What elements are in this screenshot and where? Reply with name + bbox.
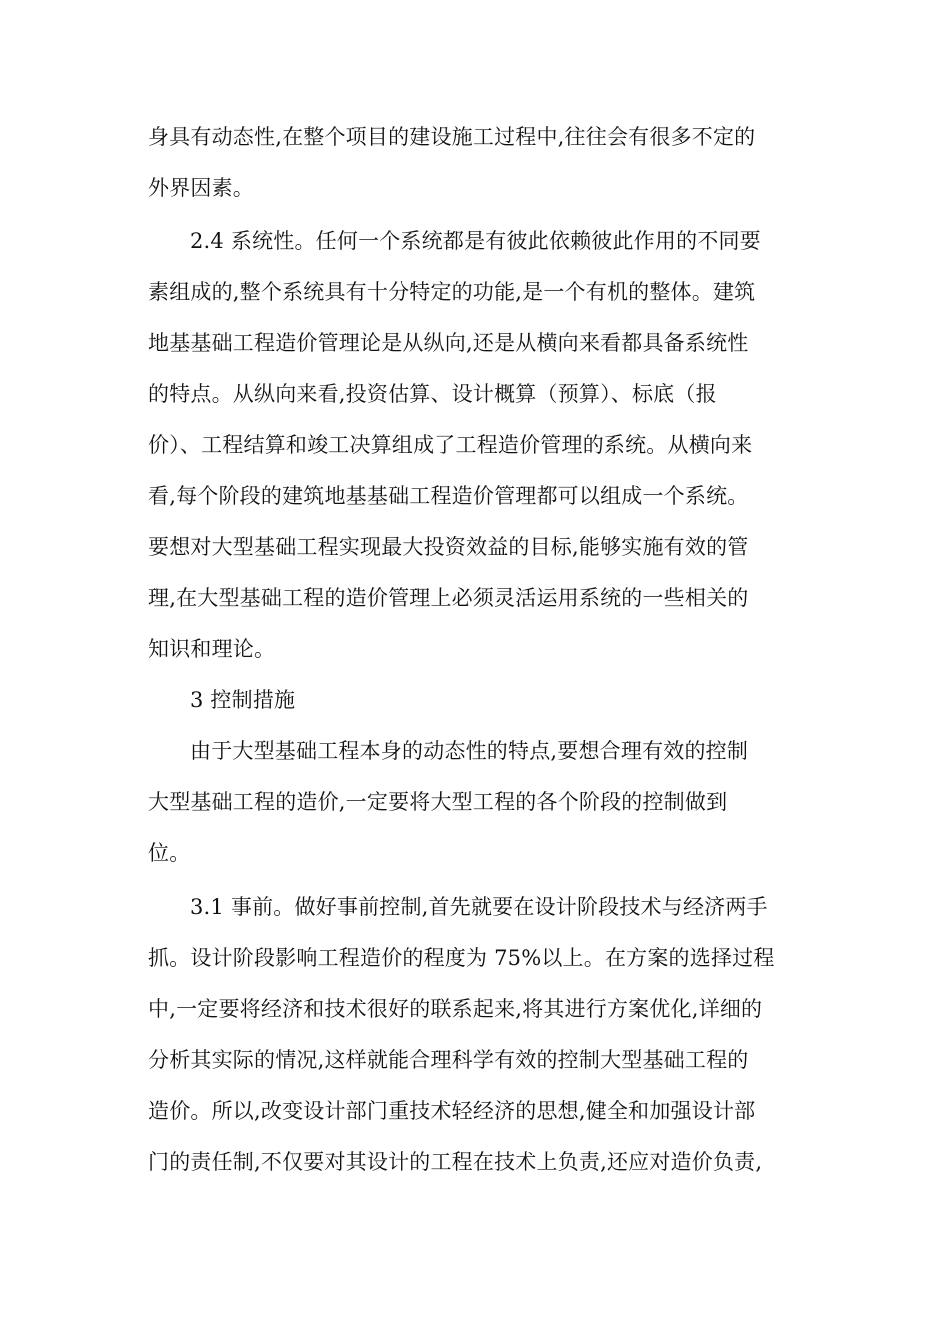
text-line: 要想对大型基础工程实现最大投资效益的目标,能够实施有效的管 bbox=[148, 535, 749, 559]
text-line: 位。 bbox=[148, 841, 191, 865]
text-line: 分析其实际的情况,这样就能合理科学有效的控制大型基础工程的 bbox=[148, 1048, 749, 1072]
section-3-heading: 3 控制措施 bbox=[190, 688, 296, 712]
text-line: 外界因素。 bbox=[148, 176, 254, 200]
section-2-4-heading-line: 2.4 系统性。任何一个系统都是有彼此依赖彼此作用的不同要 bbox=[190, 229, 761, 253]
text-line: 大型基础工程的造价,一定要将大型工程的各个阶段的控制做到 bbox=[148, 790, 728, 814]
text-line: 由于大型基础工程本身的动态性的特点,要想合理有效的控制 bbox=[190, 739, 749, 763]
text-line: 中,一定要将经济和技术很好的联系起来,将其进行方案优化,详细的 bbox=[148, 997, 763, 1021]
text-line: 价）、工程结算和竣工决算组成了工程造价管理的系统。从横向来 bbox=[148, 433, 753, 457]
section-3-1-heading-line: 3.1 事前。做好事前控制,首先就要在设计阶段技术与经济两手 bbox=[190, 895, 768, 919]
text-line: 门的责任制,不仅要对其设计的工程在技术上负责,还应对造价负责, bbox=[148, 1150, 763, 1174]
text-line: 抓。设计阶段影响工程造价的程度为 75%以上。在方案的选择过程 bbox=[148, 946, 775, 970]
text-line: 的特点。从纵向来看,投资估算、设计概算（预算）、标底（报 bbox=[148, 382, 717, 406]
text-line: 地基基础工程造价管理论是从纵向,还是从横向来看都具备系统性 bbox=[148, 331, 749, 355]
text-line: 知识和理论。 bbox=[148, 637, 276, 661]
text-line: 素组成的,整个系统具有十分特定的功能,是一个有机的整体。建筑 bbox=[148, 280, 756, 304]
text-line: 理,在大型基础工程的造价管理上必须灵活运用系统的一些相关的 bbox=[148, 586, 749, 610]
text-line: 造价。所以,改变设计部门重技术轻经济的思想,健全和加强设计部 bbox=[148, 1099, 756, 1123]
text-line: 看,每个阶段的建筑地基基础工程造价管理都可以组成一个系统。 bbox=[148, 484, 749, 508]
text-line: 身具有动态性,在整个项目的建设施工过程中,往往会有很多不定的 bbox=[148, 125, 756, 149]
